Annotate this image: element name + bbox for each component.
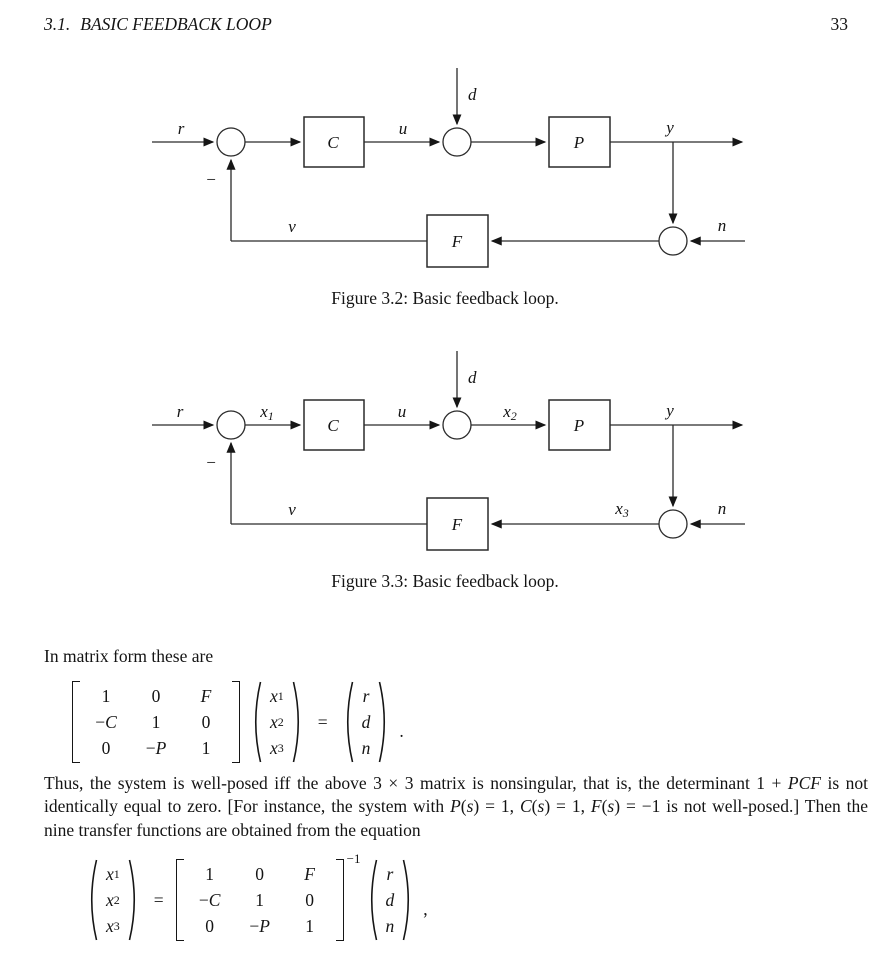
vector-entry: r <box>362 685 370 706</box>
vector-entry: x 2 <box>270 711 284 732</box>
fig33-label-x3: x3 <box>615 499 629 520</box>
input-vector <box>379 861 402 939</box>
fig32-label-y: y <box>666 118 674 137</box>
matrix-equation-1 <box>72 680 404 764</box>
figure-3-3-caption: Figure 3.3: Basic feedback loop. <box>331 571 559 591</box>
fig33-label-n: n <box>717 499 727 518</box>
fig33-label-x2: x2 <box>503 402 517 423</box>
right-paren <box>377 680 392 764</box>
equals-sign: = <box>153 889 164 910</box>
fig33-label-u: u <box>397 402 407 421</box>
vector-entry: x 2 <box>106 889 120 910</box>
matrix-cell: 1 <box>101 685 111 706</box>
left-paren <box>84 858 99 942</box>
fig33-block-F-label: F <box>451 515 463 534</box>
coefficient-matrix <box>80 683 232 761</box>
left-square-bracket <box>176 859 184 941</box>
vector-entry: x 1 <box>106 863 120 884</box>
fig32-label-d: d <box>468 85 477 104</box>
matrix-cell: 0 <box>201 711 211 732</box>
matrix-cell: 1 <box>201 737 211 758</box>
fig32-label-n: n <box>717 216 727 235</box>
right-square-bracket <box>232 681 240 763</box>
fig32-sum-junction-middle <box>443 128 471 156</box>
fig32-label-u: u <box>398 119 408 138</box>
vector-entry: r <box>386 863 394 884</box>
figure-3-2-caption: Figure 3.2: Basic feedback loop. <box>331 288 559 308</box>
figure-3-2-diagram <box>0 60 890 276</box>
right-paren <box>291 680 306 764</box>
fig33-sum-junction-middle <box>443 411 471 439</box>
input-vector <box>355 683 378 761</box>
right-square-bracket <box>336 859 344 941</box>
fig33-sum-junction-left <box>217 411 245 439</box>
fig33-sum-junction-right <box>659 510 687 538</box>
fig33-label-x1: x1 <box>260 402 274 423</box>
equation-period: . <box>399 720 404 741</box>
fig33-block-C-label: C <box>327 416 339 435</box>
fig33-block-P-label: P <box>573 416 585 435</box>
fig32-block-C-label: C <box>327 133 339 152</box>
fig32-sum-junction-left <box>217 128 245 156</box>
matrix-equation-2 <box>84 851 428 942</box>
state-vector <box>263 683 291 761</box>
vector-entry: x 3 <box>270 737 284 758</box>
fig33-label-r: r <box>176 402 184 421</box>
left-paren <box>340 680 355 764</box>
matrix-cell: F <box>200 685 212 706</box>
equation-comma: , <box>423 898 428 919</box>
matrix-cell: − C <box>198 889 221 910</box>
body-paragraph: Thus, the system is well-posed iff the above 3 × 3 matrix is nonsingular, that is, the determinant 1 + PCF is not identically equal to zero. [For instance, the system with P(s) = 1, C(s) = 1, F(s) = −1 is not well-posed.] Then the nine transfer functions are obtained from the equation <box>44 773 869 840</box>
vector-entry: n <box>385 915 395 936</box>
section-number: 3.1. <box>44 14 71 34</box>
state-vector <box>99 861 127 939</box>
section-heading <box>44 14 272 35</box>
matrix-cell: − P <box>249 915 270 936</box>
fig33-label-y: y <box>666 401 674 420</box>
fig32-block-P-label: P <box>573 133 585 152</box>
right-paren <box>401 858 416 942</box>
vector-entry: d <box>361 711 371 732</box>
section-title: BASIC FEEDBACK LOOP <box>80 14 272 34</box>
matrix-cell: 0 <box>305 889 315 910</box>
fig33-minus-sign: − <box>206 453 216 472</box>
matrix-cell: 0 <box>151 685 161 706</box>
figure-3-3-diagram <box>0 340 890 562</box>
matrix-cell: 0 <box>255 863 265 884</box>
vector-entry: n <box>361 737 371 758</box>
page-number: 33 <box>830 14 848 34</box>
vector-entry: x 3 <box>106 915 120 936</box>
fig33-label-d: d <box>468 368 477 387</box>
matrix-cell: 0 <box>101 737 111 758</box>
left-square-bracket <box>72 681 80 763</box>
matrix-cell: − P <box>145 737 167 758</box>
fig32-sum-junction-right <box>659 227 687 255</box>
vector-entry: x 1 <box>270 685 284 706</box>
matrix-cell: 1 <box>255 889 265 910</box>
left-paren <box>364 858 379 942</box>
right-paren <box>127 858 142 942</box>
inverse-exponent: −1 <box>346 851 361 866</box>
left-paren <box>248 680 263 764</box>
equals-sign: = <box>317 711 328 732</box>
matrix-cell: 0 <box>205 915 215 936</box>
matrix-cell: 1 <box>151 711 161 732</box>
fig33-label-v: v <box>288 500 296 519</box>
matrix-cell: 1 <box>205 863 215 884</box>
fig32-label-v: v <box>288 217 296 236</box>
running-head <box>44 14 848 35</box>
fig32-minus-sign: − <box>206 170 216 189</box>
fig32-label-r: r <box>177 119 185 138</box>
matrix-cell: − C <box>95 711 117 732</box>
intro-sentence: In matrix form these are <box>44 646 214 666</box>
coefficient-matrix <box>184 861 336 939</box>
matrix-cell: 1 <box>305 915 315 936</box>
fig32-block-F-label: F <box>451 232 463 251</box>
vector-entry: d <box>385 889 395 910</box>
matrix-cell: F <box>304 863 315 884</box>
